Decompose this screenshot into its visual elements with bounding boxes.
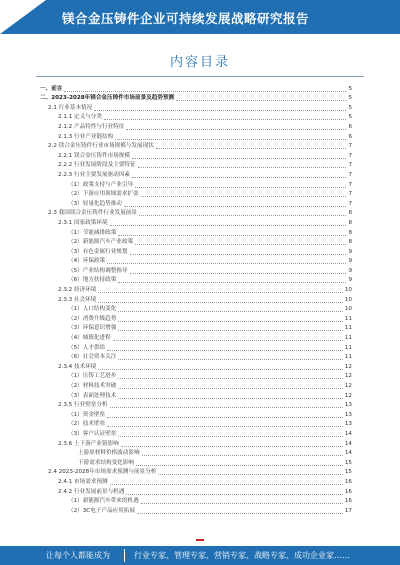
toc-entry-page: 5: [348, 114, 352, 121]
toc-entry-page: 12: [344, 363, 352, 370]
toc-entry[interactable]: [40, 285, 352, 295]
toc-entry-label: 2.3.2 经济环境: [58, 287, 97, 294]
toc-leader-dots: [118, 282, 346, 283]
toc-entry-page: 9: [348, 248, 352, 255]
toc-entry[interactable]: [40, 506, 352, 516]
toc-entry-page: 10: [344, 287, 352, 294]
toc-entry-page: 8: [348, 229, 352, 236]
table-of-contents: [40, 84, 352, 516]
toc-entry-label: 2.1.1 定义与分类: [58, 114, 102, 121]
toc-leader-dots: [110, 407, 343, 408]
toc-leader-dots: [124, 206, 347, 207]
toc-leader-dots: [118, 330, 343, 331]
toc-entry-label: （5）人才供给: [68, 344, 106, 351]
toc-entry-page: 9: [348, 277, 352, 284]
toc-entry-page: 5: [348, 85, 352, 92]
toc-entry-label: 2.3.5 行业壁垒分析: [58, 402, 108, 409]
toc-entry-label: （6）社会资本关注: [68, 354, 117, 361]
toc-entry-page: 11: [344, 315, 352, 322]
toc-entry[interactable]: [40, 122, 352, 132]
toc-entry[interactable]: [40, 372, 352, 382]
toc-entry[interactable]: [40, 449, 352, 459]
toc-entry-page: 16: [344, 498, 352, 505]
toc-entry-label: 下游需求结构变化影响: [78, 459, 134, 466]
toc-entry-page: 10: [344, 296, 352, 303]
toc-entry-label: 2.3.4 技术环境: [58, 363, 97, 370]
toc-leader-dots: [107, 263, 346, 264]
toc-entry[interactable]: [40, 458, 352, 468]
toc-leader-dots: [121, 446, 343, 447]
toc-entry-label: （1）政策支持与产业引导: [68, 181, 134, 188]
toc-entry-page: 7: [348, 171, 352, 178]
toc-entry[interactable]: [40, 142, 352, 152]
toc-entry-label: 2.2.3 行业主要发展驱动因素: [58, 171, 130, 178]
toc-entry-label: 一、前言: [40, 85, 63, 92]
toc-leader-dots: [94, 110, 346, 111]
toc-entry[interactable]: [40, 487, 352, 497]
toc-entry-page: 13: [344, 411, 352, 418]
toc-entry[interactable]: [40, 410, 352, 420]
toc-leader-dots: [137, 513, 343, 514]
toc-leader-dots: [118, 235, 346, 236]
toc-entry-label: 上游原材料价格波动影响: [78, 450, 140, 457]
toc-entry-page: 7: [348, 152, 352, 159]
toc-leader-dots: [141, 503, 343, 504]
toc-entry-label: 2.2.1 镁合金压铸件市场规模: [58, 152, 130, 159]
toc-entry-label: 二、2023-2028年镁合金压铸件市场前景及趋势预测: [40, 95, 175, 102]
toc-entry[interactable]: [40, 170, 352, 180]
toc-leader-dots: [98, 292, 342, 293]
toc-entry[interactable]: [40, 180, 352, 190]
toc-entry-label: （2）新能源汽车产业政策: [68, 239, 134, 246]
toc-entry-page: 14: [344, 430, 352, 437]
toc-entry[interactable]: [40, 266, 352, 276]
toc-title: 内容目录: [169, 55, 230, 70]
toc-entry-label: 2.3.3 社会环境: [58, 296, 97, 303]
toc-entry-label: （2）3C电子产品应用拓展: [68, 507, 135, 514]
toc-leader-dots: [130, 254, 347, 255]
toc-entry-label: （2）消费升级趋势: [68, 315, 117, 322]
toc-leader-dots: [115, 139, 346, 140]
footer-divider: [124, 549, 125, 562]
footer-band: [0, 546, 400, 565]
toc-entry-page: 11: [344, 325, 352, 332]
toc-entry[interactable]: [40, 391, 352, 401]
toc-entry-page: 14: [344, 440, 352, 447]
toc-leader-dots: [118, 359, 343, 360]
toc-entry-page: 11: [344, 335, 352, 342]
toc-entry-page: 8: [348, 219, 352, 226]
toc-entry-page: 8: [348, 239, 352, 246]
toc-entry-page: 7: [348, 162, 352, 169]
toc-entry-label: （2）技术壁垒: [68, 421, 106, 428]
toc-entry-page: 9: [348, 258, 352, 265]
toc-entry-page: 12: [344, 392, 352, 399]
toc-entry-label: （1）新能源汽车带来的机遇: [68, 498, 139, 505]
toc-entry[interactable]: [40, 257, 352, 267]
toc-leader-dots: [135, 244, 346, 245]
toc-leader-dots: [156, 148, 347, 149]
toc-entry-label: （1）人口结构变化: [68, 306, 117, 313]
toc-entry-label: （3）客户认证壁垒: [68, 430, 117, 437]
toc-leader-dots: [104, 119, 346, 120]
toc-entry-page: 10: [344, 306, 352, 313]
toc-entry[interactable]: [40, 305, 352, 315]
toc-entry-label: 2.3.6 上下游产业链影响: [58, 440, 119, 447]
toc-entry-page: 7: [348, 181, 352, 188]
toc-leader-dots: [64, 91, 346, 92]
toc-entry[interactable]: [40, 238, 352, 248]
toc-entry[interactable]: [40, 295, 352, 305]
toc-entry[interactable]: [40, 420, 352, 430]
toc-entry[interactable]: [40, 103, 352, 113]
toc-leader-dots: [107, 426, 343, 427]
title-divider: [36, 76, 364, 77]
toc-entry-label: 2.3 我国镁合金压铸件行业发展前景: [48, 210, 137, 217]
toc-leader-dots: [98, 302, 342, 303]
toc-leader-dots: [118, 321, 343, 322]
toc-entry-page: 16: [344, 478, 352, 485]
toc-leader-dots: [136, 465, 343, 466]
toc-entry[interactable]: [40, 314, 352, 324]
toc-entry-page: 8: [348, 210, 352, 217]
toc-entry-label: （1）资金壁垒: [68, 411, 106, 418]
toc-entry-page: 6: [348, 133, 352, 140]
toc-leader-dots: [118, 388, 343, 389]
toc-leader-dots: [118, 436, 343, 437]
toc-entry-label: （3）轻量化趋势推动: [68, 200, 122, 207]
toc-leader-dots: [118, 378, 343, 379]
toc-entry[interactable]: [40, 209, 352, 219]
footer-slogan-left: 让每个人都能成为: [46, 551, 110, 560]
toc-entry-page: 5: [348, 104, 352, 111]
toc-leader-dots: [107, 417, 343, 418]
toc-entry[interactable]: [40, 161, 352, 171]
toc-entry[interactable]: [40, 401, 352, 411]
toc-entry-label: （2）下游应用领域需求扩张: [68, 191, 139, 198]
toc-entry-page: 7: [348, 200, 352, 207]
toc-entry-page: 13: [344, 421, 352, 428]
toc-leader-dots: [118, 311, 343, 312]
page-marker: [196, 539, 204, 541]
toc-entry[interactable]: [40, 151, 352, 161]
toc-entry-page: 15: [344, 459, 352, 466]
toc-entry-label: 2.1 行业基本情况: [48, 104, 93, 111]
header-corner-decoration: [0, 0, 46, 34]
toc-leader-dots: [110, 484, 343, 485]
toc-entry[interactable]: [40, 247, 352, 257]
toc-entry[interactable]: [40, 199, 352, 209]
toc-entry-label: 2.3.1 国家政策环境: [58, 219, 108, 226]
footer-slogan-right: 行业专家、管理专家、营销专家、战略专家、成功企业家……: [134, 551, 350, 560]
toc-entry[interactable]: [40, 94, 352, 104]
report-title: 镁合金压铸件企业可持续发展战略研究报告: [62, 11, 310, 26]
toc-entry[interactable]: [40, 113, 352, 123]
toc-entry-page: 17: [344, 507, 352, 514]
toc-entry-label: （3）有色金属行业规划: [68, 248, 128, 255]
toc-entry-label: （3）环保意识增强: [68, 325, 117, 332]
toc-entry[interactable]: [40, 429, 352, 439]
toc-entry-page: 11: [344, 354, 352, 361]
toc-entry-page: 6: [348, 123, 352, 130]
toc-entry[interactable]: [40, 343, 352, 353]
toc-entry-page: 16: [344, 488, 352, 495]
toc-entry-label: （3）表面处理技术: [68, 392, 117, 399]
toc-entry-label: （4）环保政策: [68, 258, 106, 265]
toc-leader-dots: [138, 167, 347, 168]
toc-entry-page: 14: [344, 450, 352, 457]
toc-leader-dots: [130, 273, 347, 274]
toc-entry[interactable]: [40, 353, 352, 363]
toc-entry-label: （6）地方扶持政策: [68, 277, 117, 284]
toc-entry-label: 2.2 镁合金压铸件行业市场规模与发展现状: [48, 143, 154, 150]
toc-entry[interactable]: [40, 276, 352, 286]
toc-entry-page: 12: [344, 373, 352, 380]
toc-entry-label: （4）城镇化进程: [68, 335, 111, 342]
toc-entry[interactable]: [40, 381, 352, 391]
toc-leader-dots: [107, 350, 343, 351]
toc-entry-page: 9: [348, 267, 352, 274]
toc-leader-dots: [110, 225, 347, 226]
toc-entry-label: 2.4 2023-2028年市场需求预测与前景分析: [48, 469, 157, 476]
toc-entry[interactable]: [40, 324, 352, 334]
toc-entry[interactable]: [40, 362, 352, 372]
toc-entry[interactable]: [40, 497, 352, 507]
toc-leader-dots: [132, 177, 346, 178]
toc-entry[interactable]: [40, 190, 352, 200]
toc-entry-label: 2.2.2 行业发展阶段及主要特征: [58, 162, 136, 169]
toc-leader-dots: [113, 340, 343, 341]
toc-entry-label: （1）节能减排政策: [68, 229, 117, 236]
toc-entry-page: 13: [344, 402, 352, 409]
toc-leader-dots: [139, 215, 346, 216]
toc-leader-dots: [126, 129, 346, 130]
toc-entry[interactable]: [40, 477, 352, 487]
toc-entry[interactable]: [40, 439, 352, 449]
toc-leader-dots: [141, 196, 347, 197]
toc-entry[interactable]: [40, 468, 352, 478]
toc-entry[interactable]: [40, 132, 352, 142]
toc-leader-dots: [142, 455, 343, 456]
toc-entry-label: 2.4.1 市场需求预测: [58, 478, 108, 485]
toc-leader-dots: [135, 187, 346, 188]
toc-leader-dots: [176, 100, 346, 101]
toc-entry-page: 12: [344, 383, 352, 389]
toc-entry[interactable]: [40, 333, 352, 343]
toc-entry[interactable]: [40, 84, 352, 94]
toc-entry-label: 2.4.2 行业发展前景与机遇: [58, 488, 125, 495]
toc-leader-dots: [126, 494, 343, 495]
header-band: [0, 0, 400, 34]
toc-leader-dots: [118, 398, 343, 399]
toc-entry-page: 7: [348, 143, 352, 150]
toc-entry[interactable]: [40, 228, 352, 238]
toc-entry-label: 2.1.2 产品特性与行业特征: [58, 123, 125, 130]
toc-entry-label: （2）材料技术突破: [68, 383, 117, 389]
toc-entry-page: 11: [344, 344, 352, 351]
toc-entry-label: 2.1.3 行业产业链结构: [58, 133, 114, 140]
toc-entry-page: 7: [348, 191, 352, 198]
toc-entry-label: （1）压铸工艺进步: [68, 373, 117, 380]
toc-leader-dots: [98, 369, 342, 370]
toc-entry[interactable]: [40, 218, 352, 228]
toc-entry-label: （5）产业结构调整指导: [68, 267, 128, 274]
toc-leader-dots: [132, 158, 346, 159]
toc-entry-page: 15: [344, 469, 352, 476]
toc-leader-dots: [158, 474, 343, 475]
toc-entry-page: 5: [348, 95, 352, 102]
